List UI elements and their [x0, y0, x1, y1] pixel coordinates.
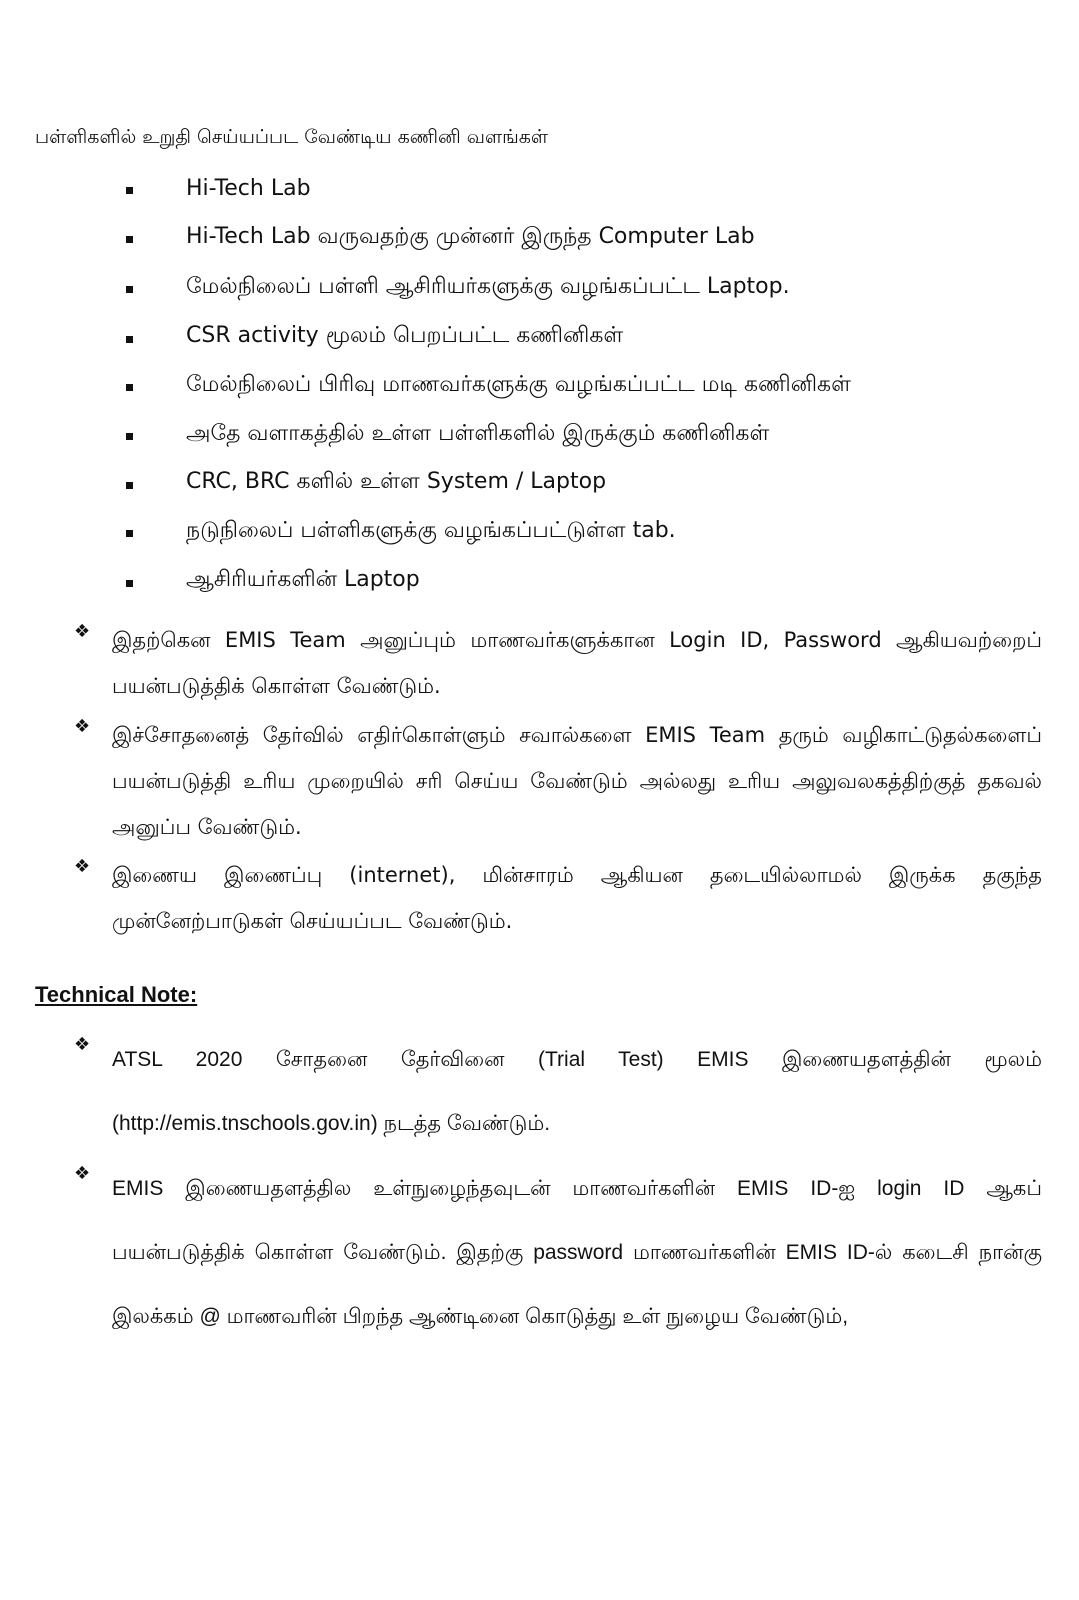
square-bullet-icon [126, 336, 133, 343]
four-diamond-bullet-icon: ❖ [74, 716, 91, 737]
four-diamond-bullet-icon: ❖ [74, 856, 91, 877]
instruction-item: இதற்கென EMIS Team அனுப்பும் மாணவர்களுக்கான Login ID, Password ஆகியவற்றைப் பயன்படுத்திக் கொள்ள வேண்டும். [112, 628, 1042, 698]
resource-item: Hi-Tech Lab வருவதற்கு முன்னர் இருந்த Computer Lab [186, 224, 755, 249]
square-bullet-icon [126, 482, 133, 489]
square-bullet-icon [126, 580, 133, 587]
square-bullet-icon [126, 384, 133, 391]
square-bullet-icon [126, 433, 133, 440]
resource-item: மேல்நிலைப் பிரிவு மாணவர்களுக்கு வழங்கப்பட்ட மடி கணினிகள் [186, 372, 851, 397]
four-diamond-bullet-icon: ❖ [74, 1034, 91, 1055]
resource-item: CSR activity மூலம் பெறப்பட்ட கணினிகள் [186, 323, 624, 348]
instruction-item: இணைய இணைப்பு (internet), மின்சாரம் ஆகியன தடையில்லாமல் இருக்க தகுந்த முன்னேற்பாடுகள் செய்யப்பட வேண்டும். [112, 863, 1042, 933]
four-diamond-bullet-icon: ❖ [74, 1163, 91, 1184]
technical-note-heading: Technical Note: [35, 982, 198, 1007]
technical-item: EMIS இணையதளத்தில உள்நுழைந்தவுடன் மாணவர்களின் EMIS ID-ஐ login ID ஆகப் பயன்படுத்திக் கொள்ள வேண்டும். இதற்கு password மாணவர்களின் EMIS ID-ல் கடைசி நான்கு இலக்கம் @ மாணவரின் பிறந்த ஆண்டினை கொடுத்து உள் நுழைய வேண்டும், [112, 1177, 1042, 1328]
square-bullet-icon [126, 286, 133, 293]
square-bullet-icon [126, 236, 133, 243]
instruction-item: இச்சோதனைத் தேர்வில் எதிர்கொள்ளும் சவால்களை EMIS Team தரும் வழிகாட்டுதல்களைப் பயன்படுத்தி உரிய முறையில் சரி செய்ய வேண்டும் அல்லது உரிய அலுவலகத்திற்குத் தகவல் அனுப்ப வேண்டும். [112, 723, 1042, 839]
square-bullet-icon [126, 530, 133, 537]
resource-item: Hi-Tech Lab [186, 176, 311, 201]
technical-item: ATSL 2020 சோதனை தேர்வினை (Trial Test) EMIS இணையதளத்தின் மூலம் (http://emis.tnschools.gov.in) நடத்த வேண்டும். [112, 1048, 1042, 1135]
four-diamond-bullet-icon: ❖ [74, 621, 91, 642]
square-bullet-icon [126, 187, 133, 194]
resource-item: CRC, BRC களில் உள்ள System / Laptop [186, 469, 607, 494]
resource-item: அதே வளாகத்தில் உள்ள பள்ளிகளில் இருக்கும் கணினிகள் [186, 421, 770, 446]
resource-item: நடுநிலைப் பள்ளிகளுக்கு வழங்கப்பட்டுள்ள tab. [186, 518, 676, 543]
resource-item: மேல்நிலைப் பள்ளி ஆசிரியர்களுக்கு வழங்கப்பட்ட Laptop. [186, 274, 790, 299]
resource-item: ஆசிரியர்களின் Laptop [186, 567, 420, 592]
intro-heading: பள்ளிகளில் உறுதி செய்யப்பட வேண்டிய கணினி வளங்கள் [35, 126, 549, 148]
